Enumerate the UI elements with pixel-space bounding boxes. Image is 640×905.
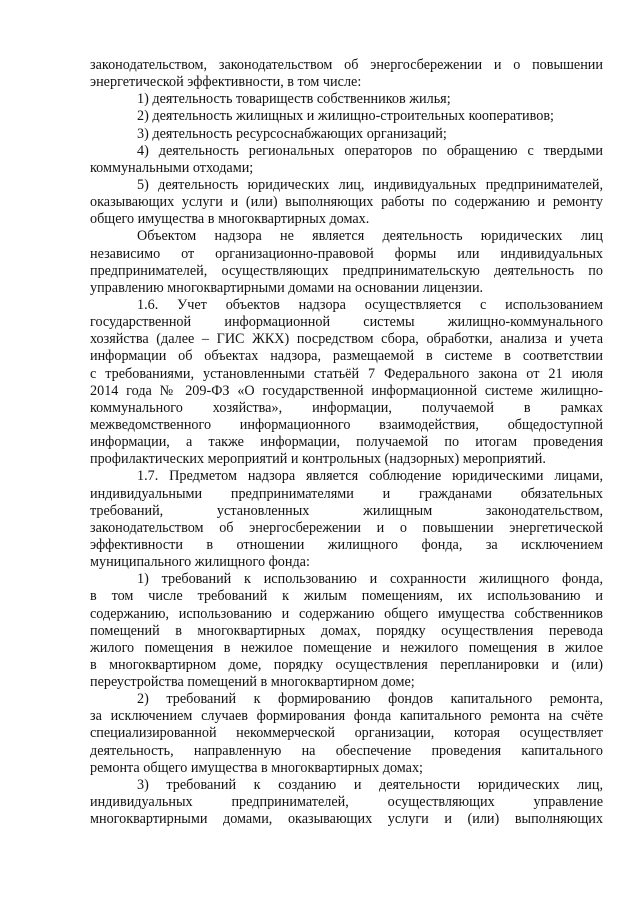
- text-line: специализированной некоммерческой организации, которая осуществляет: [90, 725, 603, 742]
- text-line: содержанию, использованию и содержанию общего имущества собственников: [90, 605, 603, 622]
- list-item: 2) деятельность жилищных и жилищно-строительных кооперативов;: [137, 108, 554, 125]
- text-line: помещений в многоквартирных домах, порядку осуществления перевода: [90, 622, 603, 639]
- text-line: 2014 года № 209-ФЗ «О государственной информационной системе жилищно-: [90, 382, 603, 399]
- list-item: 1) деятельность товариществ собственников жилья;: [137, 91, 451, 108]
- text-line: государственной информационной системы жилищно-коммунального: [90, 314, 603, 331]
- section-1-6-start: 1.6. Учет объектов надзора осуществляется с использованием: [137, 296, 603, 313]
- text-line: коммунального хозяйства», информации, получаемой в рамках: [90, 399, 603, 416]
- text-line: законодательством, законодательством об энергосбережении и о повышении: [90, 57, 603, 73]
- text-line: эффективности в отношении жилищного фонда, за исключением: [90, 536, 603, 553]
- list-item: 4) деятельность региональных операторов по обращению с твердыми: [137, 142, 603, 159]
- text-line: коммунальными отходами;: [90, 159, 254, 176]
- text-line: индивидуальных предпринимателей, осуществляющих управление: [90, 794, 603, 811]
- text-line: требований, установленных жилищным законодательством,: [90, 502, 603, 519]
- text-line: за исключением случаев формирования фонда капитального ремонта на счёте: [90, 708, 603, 725]
- paragraph-start: Объектом надзора не является деятельность юридических лиц: [137, 228, 603, 245]
- text-line: муниципального жилищного фонда:: [90, 554, 310, 571]
- text-line: в многоквартирном доме, порядку осуществления перепланировки и (или): [90, 656, 603, 673]
- list-item: 3) деятельность ресурсоснабжающих организаций;: [137, 125, 447, 142]
- list-item: 3) требований к созданию и деятельности юридических лиц,: [137, 776, 603, 793]
- text-line: предпринимателей, осуществляющих предпринимательскую деятельность по: [90, 262, 603, 279]
- text-line: общего имущества в многоквартирных домах.: [90, 211, 370, 228]
- section-1-7-start: 1.7. Предметом надзора является соблюдение юридическими лицами,: [137, 468, 603, 485]
- text-line: независимо от организационно-правовой формы или индивидуальных: [90, 245, 603, 262]
- text-line: энергетической эффективности, в том числе:: [90, 74, 362, 91]
- text-line: индивидуальными предпринимателями и гражданами обязательных: [90, 485, 603, 502]
- text-line: оказывающих услуги и (или) выполняющих работы по содержанию и ремонту: [90, 194, 603, 211]
- text-line: информации, а также информации, получаемой по итогам проведения: [90, 434, 603, 451]
- text-line: профилактических мероприятий и контрольных (надзорных) мероприятий.: [90, 451, 546, 468]
- text-line: законодательством об энергосбережении и о повышении энергетической: [90, 519, 603, 536]
- text-line: переустройства помещений в многоквартирном доме;: [90, 674, 415, 691]
- text-line: информации об объектах надзора, размещаемой в системе в соответствии: [90, 348, 603, 365]
- text-line: многоквартирными домами, оказывающих услуги и (или) выполняющих: [90, 811, 603, 828]
- text-line: ремонта общего имущества в многоквартирных домах;: [90, 759, 423, 776]
- text-line: межведомственного информационного взаимодействия, общедоступной: [90, 416, 603, 433]
- text-line: управлению многоквартирными домами на основании лицензии.: [90, 279, 484, 296]
- text-line: с требованиями, установленными статьёй 7 Федерального закона от 21 июля: [90, 365, 603, 382]
- list-item: 2) требований к формированию фондов капитального ремонта,: [137, 691, 603, 708]
- text-line: жилого помещения в нежилое помещение и нежилого помещения в жилое: [90, 639, 603, 656]
- text-line: в том числе требований к жилым помещениям, их использованию и: [90, 588, 603, 605]
- list-item: 1) требований к использованию и сохранности жилищного фонда,: [137, 571, 603, 588]
- text-line: хозяйства (далее – ГИС ЖКХ) посредством сбора, обработки, анализа и учета: [90, 331, 603, 348]
- text-line: деятельность, направленную на обеспечение проведения капитального: [90, 742, 603, 759]
- list-item: 5) деятельность юридических лиц, индивидуальных предпринимателей,: [137, 176, 603, 193]
- document-body: [90, 57, 603, 828]
